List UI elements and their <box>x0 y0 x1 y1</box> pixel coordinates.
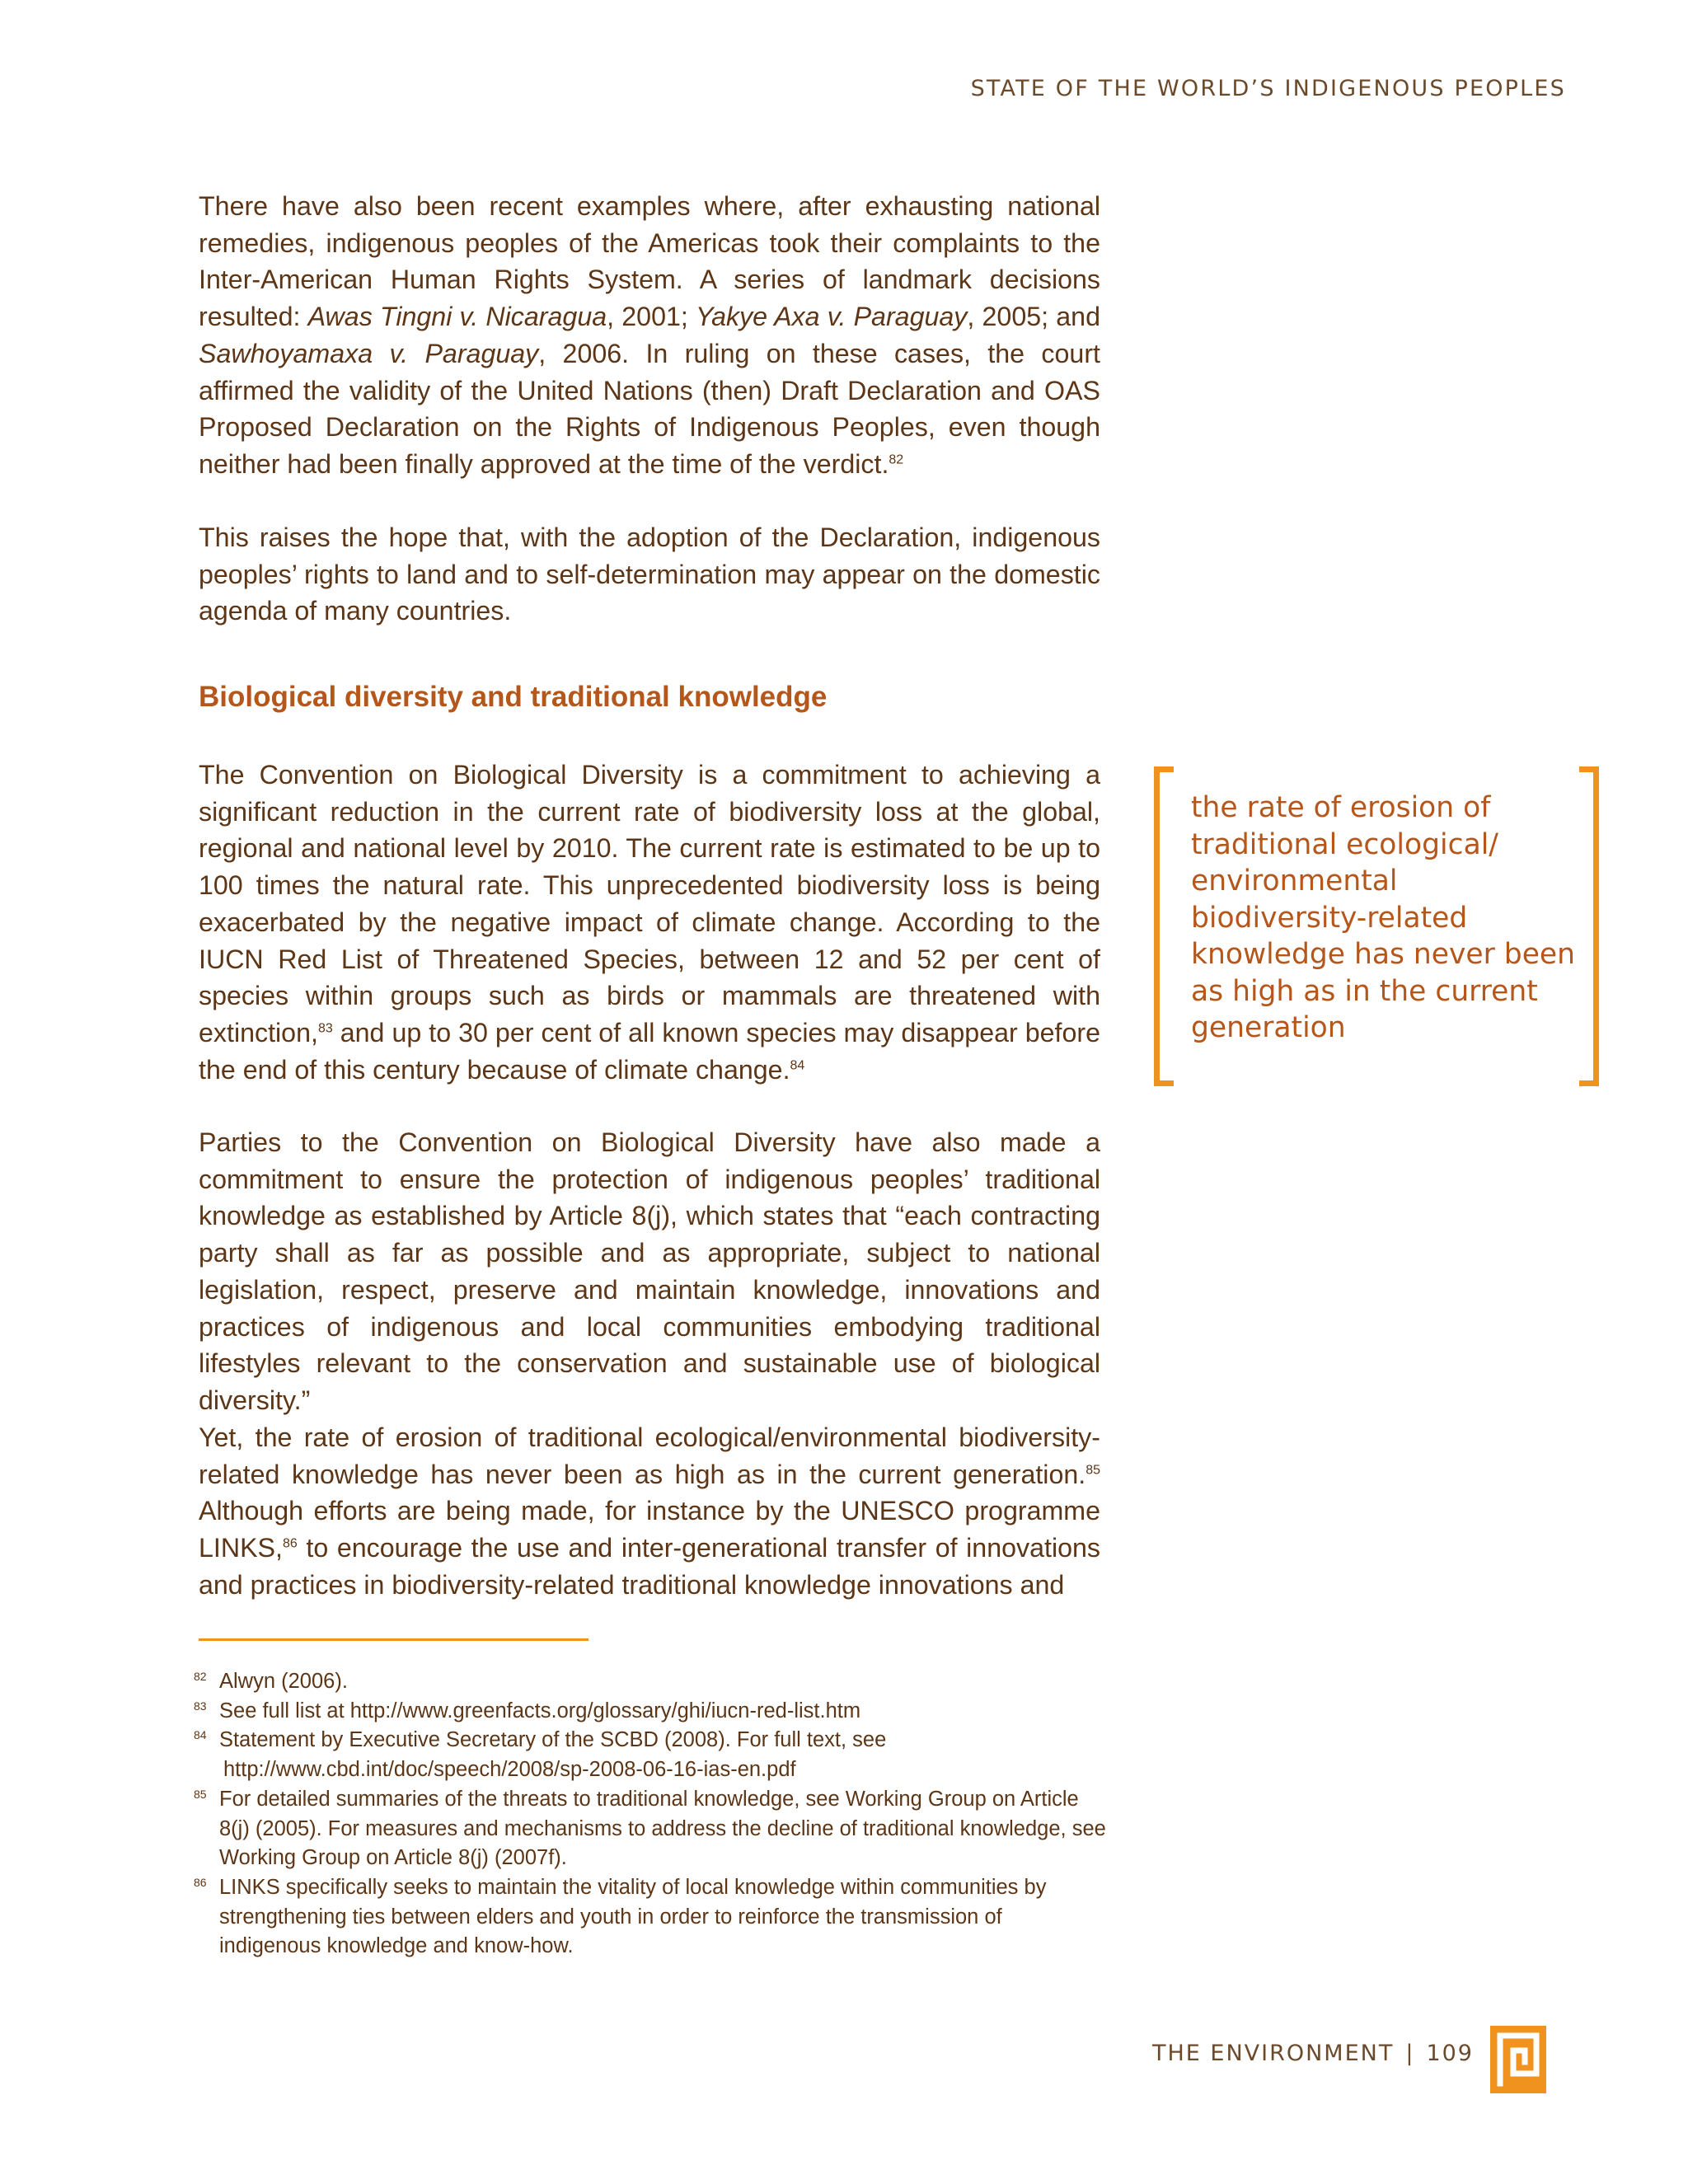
paragraph-5: Yet, the rate of erosion of traditional ecological/environmental biodiversity-related knowledge has never been as high as in the current generation.$^{85}$ Although efforts are being made, for instance by the UNESCO programme LINKS,$^{86}$ to encourage the use and inter-generational transfer of innovations and practices in biodiversity-related traditional knowledge innovations and <box>199 1422 1100 1600</box>
paragraph-3: The Convention on Biological Diversity is a commitment to achieving a significant reduction in the current rate of biodiversity loss at the global, regional and national level by 2010. The current rate is estimated to be up to 100 times the natural rate. This unprecedented biodiversity loss is being exacerbated by the negative impact of climate change. According to the IUCN Red List of Threatened Species, between 12 and 52 per cent of species within groups such as birds or mammals are threatened with extinction,$^{83}$ and up to 30 per cent of all known species may disappear before the end of this century because of climate change.$^{84}$ <box>199 760 1100 1085</box>
footnote-link[interactable]: http://www.cbd.int/doc/speech/2008/sp-2008-06-16-ias-en.pdf <box>223 1758 796 1782</box>
paragraph-1: There have also been recent examples where, after exhausting national remedies, indigenous peoples of the Americas took their complaints to the Inter-American Human Rights System. A series of landmark decisions resulted: Awas Tingni v. Nicaragua, 2001; Yakye Axa v. Paraguay, 2005; and Sawhoyamaxa v. Paraguay, 2006. In ruling on these cases, the court affirmed the validity of the United Nations (then) Draft Declaration and OAS Proposed Declaration on the Rights of Indigenous Peoples, even though neither had been finally approved at the time of the verdict.$^{82}$ <box>199 191 1100 479</box>
footnote-ref-83[interactable]: 83 <box>317 1021 333 1036</box>
footnote-number: 85 <box>194 1787 207 1801</box>
footnote-divider <box>199 1638 588 1641</box>
footnote-85 <box>194 1785 1109 1873</box>
pull-quote-text: the rate of erosion of traditional ecological/ environmental biodiversity-related knowledge has never been as high as in the current generation <box>1191 791 1576 1044</box>
paragraph-4: Parties to the Convention on Biological Diversity have also made a commitment to ensure the protection of indigenous peoples’ traditional knowledge as established by Article 8(j), which states that “each contracting party shall as far as possible and as appropriate, subject to national legislation, respect, preserve and maintain knowledge, innovations and practices of indigenous and local communities embodying traditional lifestyles relevant to the conservation and sustainable use of biological diversity.” <box>199 1127 1100 1415</box>
footnote-ref-84[interactable]: 84 <box>790 1057 805 1072</box>
section-heading: Biological diversity and traditional knowledge <box>199 681 828 713</box>
footnote-84 <box>194 1726 1109 1784</box>
footnote-text: Statement by Executive Secretary of the SCBD (2008). For full text, see <box>219 1728 887 1752</box>
footnote-number: 84 <box>194 1728 207 1742</box>
footnote-86 <box>194 1873 1109 1961</box>
footnote-text: For detailed summaries of the threats to traditional knowledge, see Working Group on Article 8(j) (2005). For measures and mechanisms to address the decline of traditional knowledge, see Working Group on Article 8(j) (2007f). <box>219 1787 1106 1870</box>
greek-key-spiral-logo-icon <box>1490 2026 1546 2093</box>
footer-separator: | <box>1405 2041 1415 2066</box>
footer-section: THE ENVIRONMENT <box>1151 2041 1395 2066</box>
footnote-ref-85[interactable]: 85 <box>1085 1462 1100 1477</box>
footnote-82 <box>194 1667 1109 1697</box>
footnote-text: LINKS specifically seeks to maintain the vitality of local knowledge within communities by strengthening ties between elders and youth in order to reinforce the transmission of indigenous knowledge and know-how. <box>219 1875 1047 1958</box>
running-title: STATE OF THE WORLD’S INDIGENOUS PEOPLES <box>970 76 1566 101</box>
page-number: 109 <box>1426 2041 1474 2066</box>
footnote-text: Alwyn (2006). <box>219 1670 348 1693</box>
footnote-83 <box>194 1697 1109 1727</box>
footnote-ref-82[interactable]: 82 <box>889 452 904 467</box>
footnote-number: 86 <box>194 1875 207 1889</box>
bracket-left-icon <box>1154 766 1174 1086</box>
footnote-number: 82 <box>194 1670 207 1683</box>
footnote-text[interactable]: See full list at http://www.greenfacts.org/glossary/ghi/iucn-red-list.htm <box>219 1699 861 1722</box>
page-footer <box>1152 2041 1474 2066</box>
bracket-right-icon <box>1579 766 1599 1086</box>
pull-quote <box>1154 766 1599 1086</box>
footnotes <box>194 1667 1109 1961</box>
paragraph-2: This raises the hope that, with the adoption of the Declaration, indigenous peoples’ rights to land and to self-determination may appear on the domestic agenda of many countries. <box>199 523 1100 626</box>
footnote-number: 83 <box>194 1699 207 1713</box>
footnote-ref-86[interactable]: 86 <box>282 1536 298 1551</box>
